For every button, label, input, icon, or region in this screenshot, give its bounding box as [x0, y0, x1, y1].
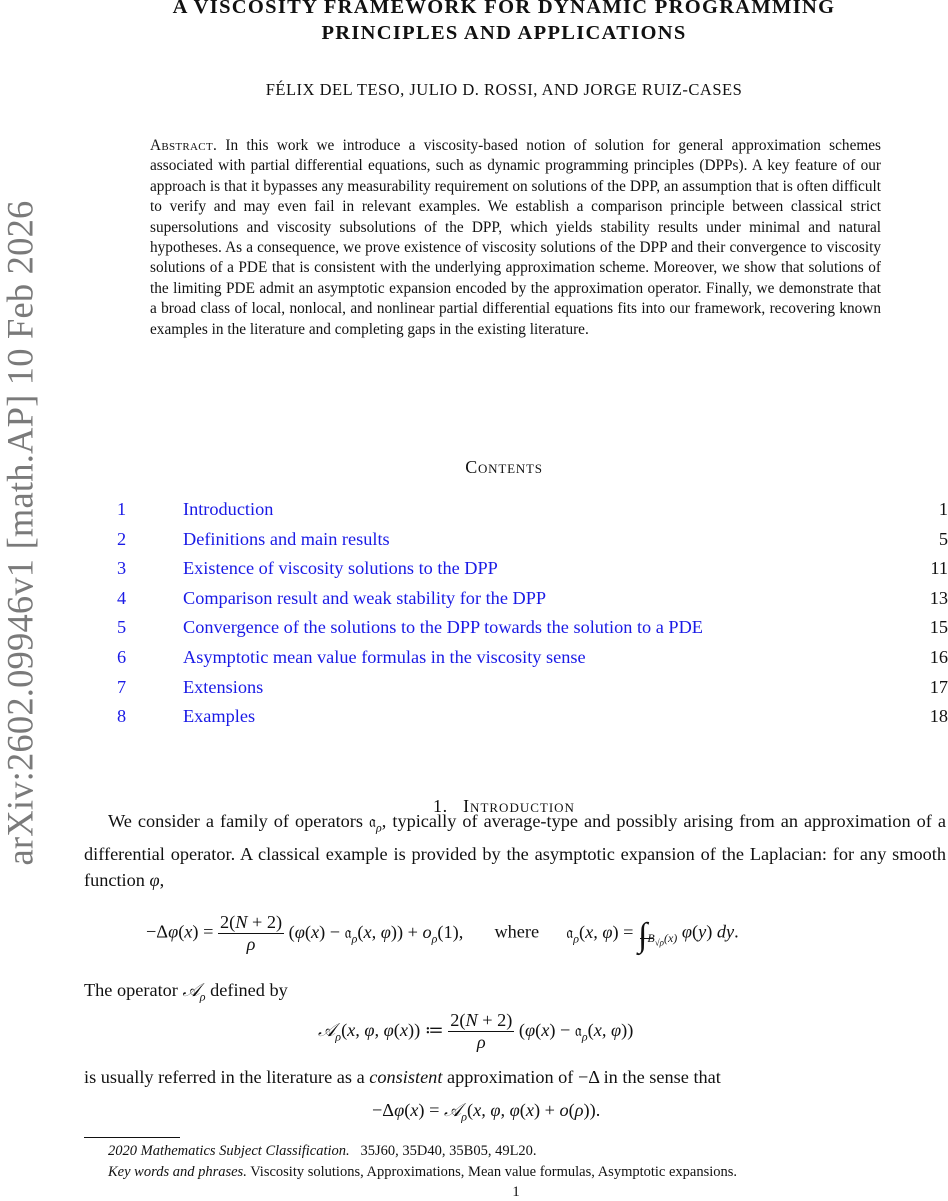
toc-page: 15: [929, 617, 948, 638]
intro-paragraph-2: [84, 980, 288, 1005]
toc-page: 11: [930, 558, 948, 579]
intro-text: defined by: [210, 980, 288, 1000]
intro-text: is usually referred in the literature as a: [84, 1067, 365, 1087]
title-line-2: PRINCIPLES AND APPLICATIONS: [321, 22, 687, 44]
toc-entry[interactable]: [0, 675, 948, 705]
toc-number[interactable]: 3: [117, 558, 127, 579]
intro-text: , typically of average-type and possibly arising from an approximation of a differential operator. A classical example is provided by the asymptotic expansion of the Laplacian: for any smooth function: [84, 811, 946, 890]
toc-entry[interactable]: [0, 556, 948, 586]
abstract-text: In this work we introduce a viscosity-based notion of solution for general approximation schemes associated with partial differential equations, such as dynamic programming principles (DPPs). A key feature of our approach is that it bypasses any measurability requirement on solutions of the DPP, an assumption that is often difficult to verify and may even fail in relevant examples. We establish a comparison principle between classical strict supersolutions and viscosity subsolutions of the DPP, which yields stability results under minimal and natural hypotheses. As a consequence, we prove existence of viscosity solutions of the DPP and their convergence to viscosity solutions of a PDE that is consistent with the underlying approximation scheme. Moreover, we show that solutions of the limiting PDE admit an asymptotic expansion encoded by the approximation operator. Finally, we demonstrate that a broad class of local, nonlocal, and nonlinear partial differential equations fits into our framework, recovering known examples in the literature and completing gaps in the existing literature.: [150, 137, 881, 338]
toc-page: 16: [929, 646, 948, 667]
title-line-1: A VISCOSITY FRAMEWORK FOR DYNAMIC PROGRAMMING: [172, 0, 836, 18]
msc-label: 2020 Mathematics Subject Classification.: [108, 1143, 350, 1159]
toc-link[interactable]: Comparison result and weak stability for the DPP: [183, 587, 547, 608]
section-number: 1.: [433, 796, 448, 816]
footnote-keywords: [108, 1164, 737, 1181]
toc-page: 5: [938, 528, 948, 549]
footnote-divider: [84, 1137, 180, 1138]
toc-number[interactable]: 5: [117, 617, 127, 638]
toc-page: 13: [929, 587, 948, 608]
abstract-label: Abstract.: [150, 137, 218, 154]
toc-link[interactable]: Introduction: [183, 499, 274, 519]
toc-entry[interactable]: [0, 615, 948, 645]
toc-entry[interactable]: [0, 497, 948, 527]
contents-heading: Contents: [465, 457, 543, 477]
toc-link[interactable]: Definitions and main results: [183, 528, 390, 549]
intro-paragraph-1: We consider a family of operators 𝔞$_\rho$, typically of average-type and possibly arising from an approximation of a differential operator. A classical example is provided by the asymptotic expansion of the Laplacian: for any smooth function φ,: [84, 811, 946, 890]
section-title: Introduction: [463, 796, 575, 816]
math-symbol: φ: [149, 869, 160, 890]
toc-link[interactable]: Existence of viscosity solutions to the DPP: [183, 558, 498, 579]
keywords-text: Viscosity solutions, Approximations, Mean value formulas, Asymptotic expansions.: [250, 1164, 738, 1180]
math-operator: 𝔞: [369, 812, 377, 831]
authors: FÉLIX DEL TESO, JULIO D. ROSSI, AND JORGE RUIZ-CASES: [265, 80, 743, 99]
toc-number[interactable]: 4: [117, 587, 127, 608]
toc-page: 18: [929, 706, 948, 727]
toc-entry[interactable]: [0, 645, 948, 675]
toc-number[interactable]: 1: [117, 499, 127, 519]
page-number: 1: [512, 1184, 520, 1200]
emphasis: consistent: [369, 1067, 443, 1087]
toc-page: 1: [938, 499, 948, 519]
toc-number[interactable]: 6: [117, 646, 127, 667]
arxiv-identifier: arXiv:2602.09946v1 [math.AP] 10 Feb 2026: [0, 200, 41, 866]
abstract: [150, 136, 881, 340]
toc-link[interactable]: Extensions: [183, 676, 264, 697]
equation-operator-definition: 𝒜$_\rho$(x, φ, φ(x)) ≔ $\frac{2(N + 2)}{\rho}$ (φ(x) − 𝔞$_\rho$(x, φ)): [318, 1010, 634, 1052]
intro-text: We consider a family of operators: [108, 811, 364, 831]
toc-number[interactable]: 8: [117, 706, 127, 727]
toc-number[interactable]: 7: [117, 676, 127, 697]
toc-link[interactable]: Convergence of the solutions to the DPP towards the solution to a PDE: [183, 617, 703, 638]
intro-text: ,: [159, 869, 165, 890]
math-symbol: 𝒜$_\rho$: [182, 980, 206, 1004]
toc-page: 17: [929, 676, 948, 697]
table-of-contents: [0, 497, 948, 734]
toc-entry[interactable]: [0, 704, 948, 734]
toc-entry[interactable]: [0, 527, 948, 557]
paper-title: [60, 0, 948, 46]
keywords-label: Key words and phrases.: [108, 1164, 247, 1180]
msc-codes: 35J60, 35D40, 35B05, 49L20.: [360, 1143, 537, 1159]
where-word: where: [494, 921, 540, 942]
intro-text: The operator: [84, 980, 178, 1000]
footnote-msc: [108, 1143, 537, 1160]
intro-paragraph-3: [84, 1067, 721, 1088]
equation-consistency: −Δφ(x) = 𝒜$_\rho$(x, φ, φ(x) + o(ρ)).: [372, 1100, 601, 1124]
toc-link[interactable]: Asymptotic mean value formulas in the viscosity sense: [183, 646, 586, 667]
toc-entry[interactable]: [0, 586, 948, 616]
intro-text: approximation of −Δ in the sense that: [446, 1067, 721, 1087]
toc-link[interactable]: Examples: [183, 706, 256, 727]
equation-laplacian-expansion: −Δφ(x) = $\frac{2(N + 2)}{\rho}$ (φ(x) − 𝔞$_\rho$(x, $\varphi)) + o_\rho(1)$, where 𝔞$_\rho$(x, φ) = ∫ $_{B_{√\rho}(x)}$ φ(y) dy.: [146, 912, 739, 954]
toc-number[interactable]: 2: [117, 528, 127, 549]
